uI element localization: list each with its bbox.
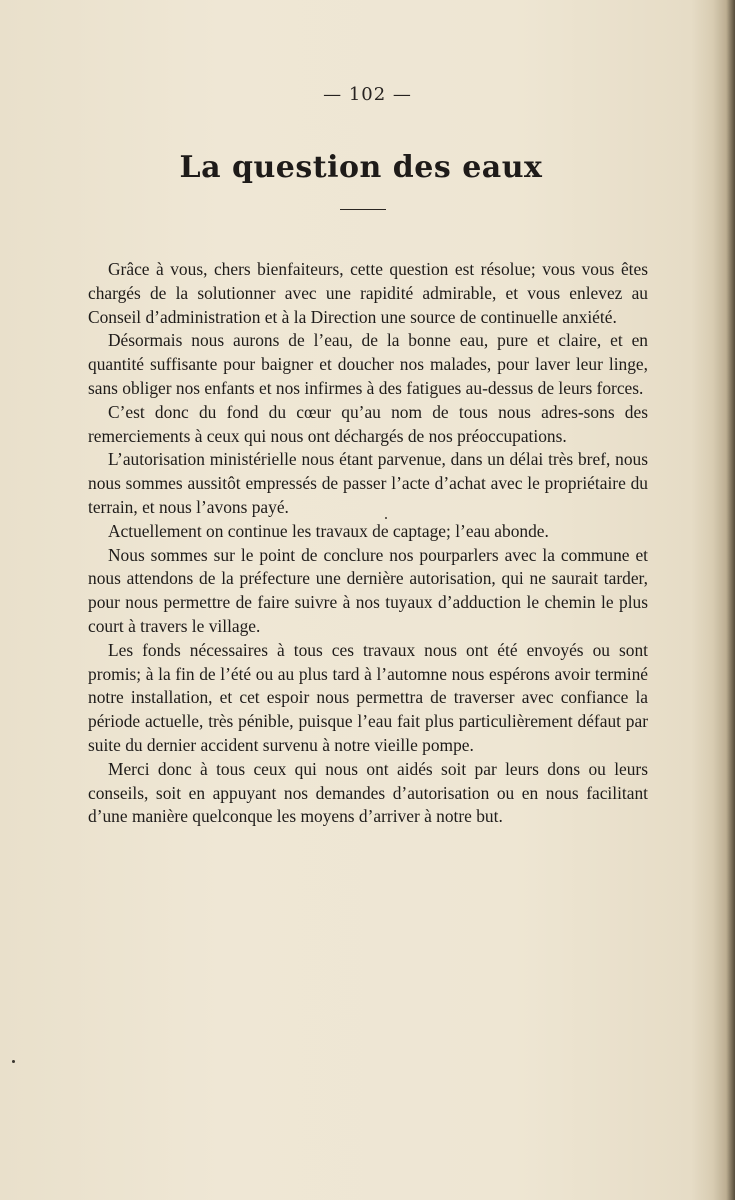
print-speck — [385, 517, 387, 519]
article-body — [88, 258, 648, 829]
paragraph: C’est donc du fond du cœur qu’au nom de tous nous adres-sons des remerciements à ceux qui nous ont déchargés de nos préoccupations. — [88, 401, 648, 446]
paragraph: Nous sommes sur le point de conclure nos pourparlers avec la commune et nous attendons de la préfecture une dernière autorisation, qui ne saurait tarder, pour nous permettre de faire suivre à nos tuyaux d’adduction le chemin le plus court à travers le village. — [88, 544, 648, 636]
paragraph: Grâce à vous, chers bienfaiteurs, cette question est résolue; vous vous êtes chargés de la solutionner avec une rapidité admirable, et vous enlevez au Conseil d’administration et à la Direction une source de continuelle anxiété. — [88, 259, 648, 327]
paragraph: Les fonds nécessaires à tous ces travaux nous ont été envoyés ou sont promis; à la fin de l’été ou au plus tard à l’automne nous espérons avoir terminé notre installation, et cet espoir nous permettra de traverser avec confiance la période actuelle, très pénible, puisque l’eau fait plus particulièrement défaut par suite du dernier accident survenu à notre vieille pompe. — [88, 639, 648, 755]
page-number: — 102 — — [323, 84, 412, 105]
paragraph: Actuellement on continue les travaux de captage; l’eau abonde. — [108, 520, 549, 541]
paragraph: L’autorisation ministérielle nous étant parvenue, dans un délai très bref, nous nous sommes aussitôt empressés de passer l’acte d’achat avec le propriétaire du terrain, et nous l’avons payé. — [88, 449, 648, 517]
paragraph: Désormais nous aurons de l’eau, de la bonne eau, pure et claire, et en quantité suffisante pour baigner et doucher nos malades, pour laver leur linge, sans obliger nos enfants et nos infirmes à des fatigues au-dessus de leurs forces. — [88, 330, 648, 398]
page-title: La question des eaux — [179, 150, 543, 185]
page-spine-shadow — [726, 0, 735, 1200]
margin-speck — [12, 1060, 15, 1063]
title-divider — [340, 209, 386, 210]
paragraph: Merci donc à tous ceux qui nous ont aidés soit par leurs dons ou leurs conseils, soit en appuyant nos demandes d’autorisation ou en nous facilitant d’une manière quelconque les moyens d’arriver à notre but. — [88, 758, 648, 827]
